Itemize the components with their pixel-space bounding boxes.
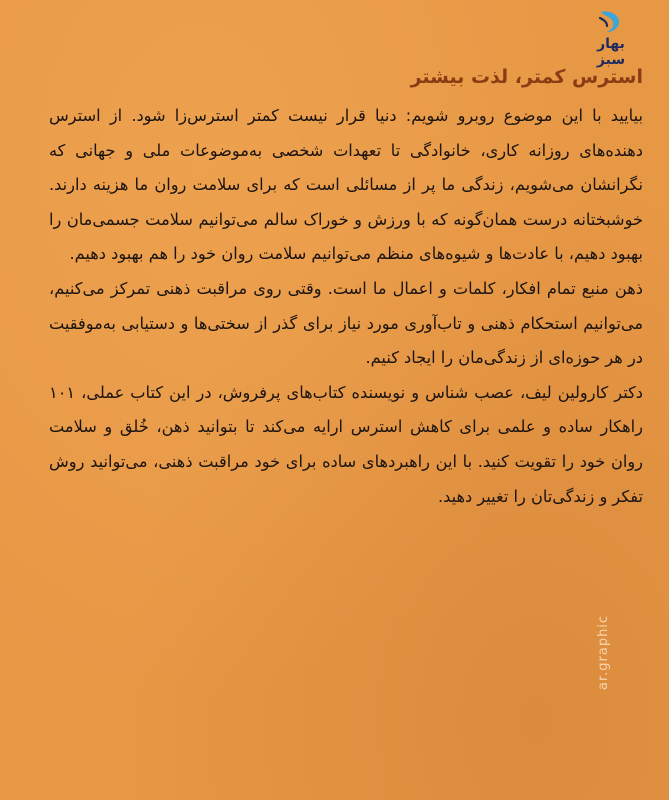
publisher-logo [581, 6, 641, 66]
designer-credit: ar.graphic [596, 614, 611, 690]
blurb-paragraph: بیایید با این موضوع روبرو شویم: دنیا قرار نیست کمتر استرس‌زا شود. از استرس دهنده‌های روزانه کاری، خانوادگی تا تعهدات شخصی به‌موضوعات ملی و جهانی که نگرانشان می‌شویم، زندگی ما پر از مسائلی است که برای سلامت روان ما هزینه دارند. خوشبختانه درست همان‌گونه که با ورزش و خوراک سالم می‌توانیم سلامت جسمی‌مان را بهبود دهیم، با عادت‌ها و شیوه‌های منظم می‌توانیم سلامت روان خود را هم بهبود دهیم. [49, 106, 643, 264]
blurb-paragraph: ذهن منبع تمام افکار، کلمات و اعمال ما است. وقتی روی مراقبت ذهنی تمرکز می‌کنیم، می‌توانیم استحکام ذهنی و تاب‌آوری مورد نیاز برای گذر از سختی‌ها و دستیابی به‌موفقیت در هر حوزه‌ای از زندگی‌مان را ایجاد کنیم. [49, 278, 643, 368]
publisher-name: بهار سبز [596, 36, 626, 68]
blurb-text [49, 99, 643, 514]
tagline: استرس کمتر، لذت بیشتر [410, 66, 643, 88]
publisher-logo-icon [595, 8, 625, 36]
blurb-paragraph: دکتر کارولین لیف، عصب شناس و نویسنده کتاب‌های پرفروش، در این کتاب عملی، ۱۰۱ راهکار ساده و علمی برای کاهش استرس ارایه می‌کند تا بتوانید ذهن، خُلق و سلامت روان خود را تقویت کنید. با این راهبردهای ساده برای خود مراقبت ذهنی، می‌توانید روش تفکر و زندگی‌تان را تغییر دهید. [49, 382, 643, 506]
